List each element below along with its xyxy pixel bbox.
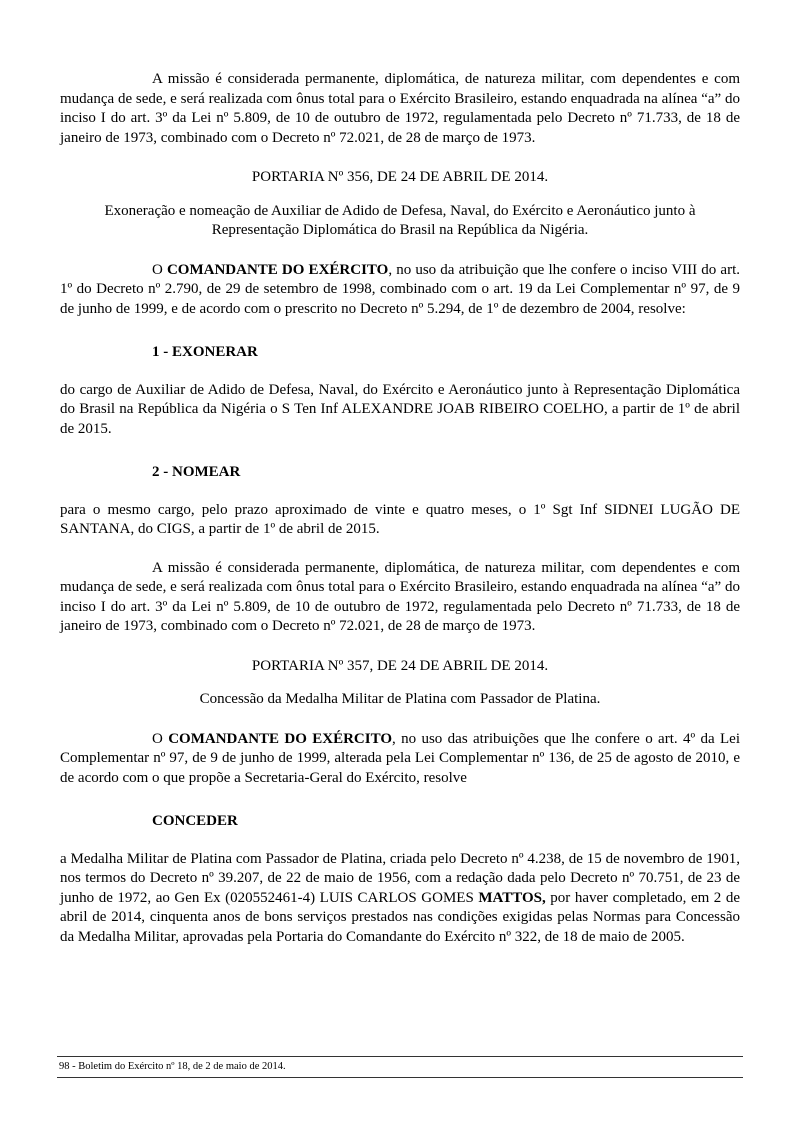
item1-exonerar-heading: 1 - EXONERAR xyxy=(152,344,258,360)
conceder-body xyxy=(60,850,740,948)
portaria-356-section xyxy=(60,168,740,637)
text-segment: O xyxy=(152,261,167,278)
portaria-357-subject: Concessão da Medalha Militar de Platina com Passador de Platina. xyxy=(199,691,601,707)
text-segment: , no uso das atribuições que lhe confere o art. 4º da Lei Complementar nº 97, de 9 de junho de 1999, alterada pela Lei Complementar nº 136, de 25 de agosto de 2010, e de acordo com o que propõe a Secretaria-Geral do Exército, resolve xyxy=(60,730,740,786)
text-segment: , no uso da atribuição que lhe confere o inciso VIII do art. 1º do Decreto nº 2.790, de 29 de setembro de 1998, combinado com o art. 19 da Lei Complementar nº 97, de 9 de junho de 1999, e de acordo com o prescrito no Decreto nº 5.294, de 1º de dezembro de 2004, resolve: xyxy=(60,261,740,317)
bulletin-content xyxy=(60,70,740,966)
portaria-357-section xyxy=(60,657,740,948)
mission-statement-paragraph: A missão é considerada permanente, diplomática, de natureza militar, com dependentes e com mudança de sede, e será realizada com ônus total para o Exército Brasileiro, estando enquadrada na alínea “a” do inciso I do art. 3º da Lei nº 5.809, de 10 de outubro de 1972, regulamentada pelo Decreto nº 71.733, de 18 de janeiro de 1973, combinado com o Decreto nº 72.021, de 28 de março de 1973. xyxy=(60,71,740,146)
footer-bottom-rule xyxy=(57,1077,743,1078)
portaria-357-preamble xyxy=(60,730,740,789)
portaria-356-subject: Exoneração e nomeação de Auxiliar de Adido de Defesa, Naval, do Exército e Aeronáutico junto à Representação Diplomática do Brasil na República da Nigéria. xyxy=(104,202,696,238)
item2-nomear-heading: 2 - NOMEAR xyxy=(152,464,241,480)
text-segment: por haver completado, em 2 de abril de 2014, cinquenta anos de bons serviços prestados nas condições exigidas pelas Normas para Concessão da Medalha Militar, aprovadas pela Portaria do Comandante do Exército nº 322, de 18 de maio de 2005. xyxy=(60,889,741,945)
footer-text: 98 - Boletim do Exército nº 18, de 2 de maio de 2014. xyxy=(59,1061,286,1072)
text-segment: O xyxy=(152,730,169,747)
item2-nomear-body: para o mesmo cargo, pelo prazo aproximado de vinte e quatro meses, o 1º Sgt Inf SIDNEI LUGÃO DE SANTANA, do CIGS, a partir de 1º de abril de 2015. xyxy=(60,501,740,537)
portaria-356-title: PORTARIA Nº 356, DE 24 DE ABRIL DE 2014. xyxy=(251,169,549,185)
portaria-356-preamble xyxy=(60,261,740,320)
commander-title-bold: COMANDANTE DO EXÉRCITO xyxy=(166,261,389,278)
mission-statement-paragraph-2: A missão é considerada permanente, diplomática, de natureza militar, com dependentes e com mudança de sede, e será realizada com ônus total para o Exército Brasileiro, estando enquadrada na alínea “a” do inciso I do art. 3º da Lei nº 5.809, de 10 de outubro de 1972, regulamentada pelo Decreto nº 71.733, de 18 de janeiro de 1973, combinado com o Decreto nº 72.021, de 28 de março de 1973. xyxy=(60,559,740,634)
portaria-357-title: PORTARIA Nº 357, DE 24 DE ABRIL DE 2014. xyxy=(251,657,549,674)
item1-exonerar-body: do cargo de Auxiliar de Adido de Defesa, Naval, do Exército e Aeronáutico junto à Representação Diplomática do Brasil na República da Nigéria o S Ten Inf ALEXANDRE JOAB RIBEIRO COELHO, a partir de 1º de abril de 2015. xyxy=(60,381,740,437)
conceder-heading: CONCEDER xyxy=(152,813,238,829)
commander-title-bold: COMANDANTE DO EXÉRCITO xyxy=(168,730,392,747)
recipient-name-bold: MATTOS, xyxy=(478,889,546,906)
text-segment: a Medalha Militar de Platina com Passador de Platina, criada pelo Decreto nº 4.238, de 15 de novembro de 1901, nos termos do Decreto nº 39.207, de 22 de maio de 1956, com a redação dada pelo Decreto nº 70.751, de 23 de junho de 1972, ao Gen Ex (020552461-4) LUIS CARLOS GOMES xyxy=(60,850,740,906)
page-footer xyxy=(57,1056,743,1078)
